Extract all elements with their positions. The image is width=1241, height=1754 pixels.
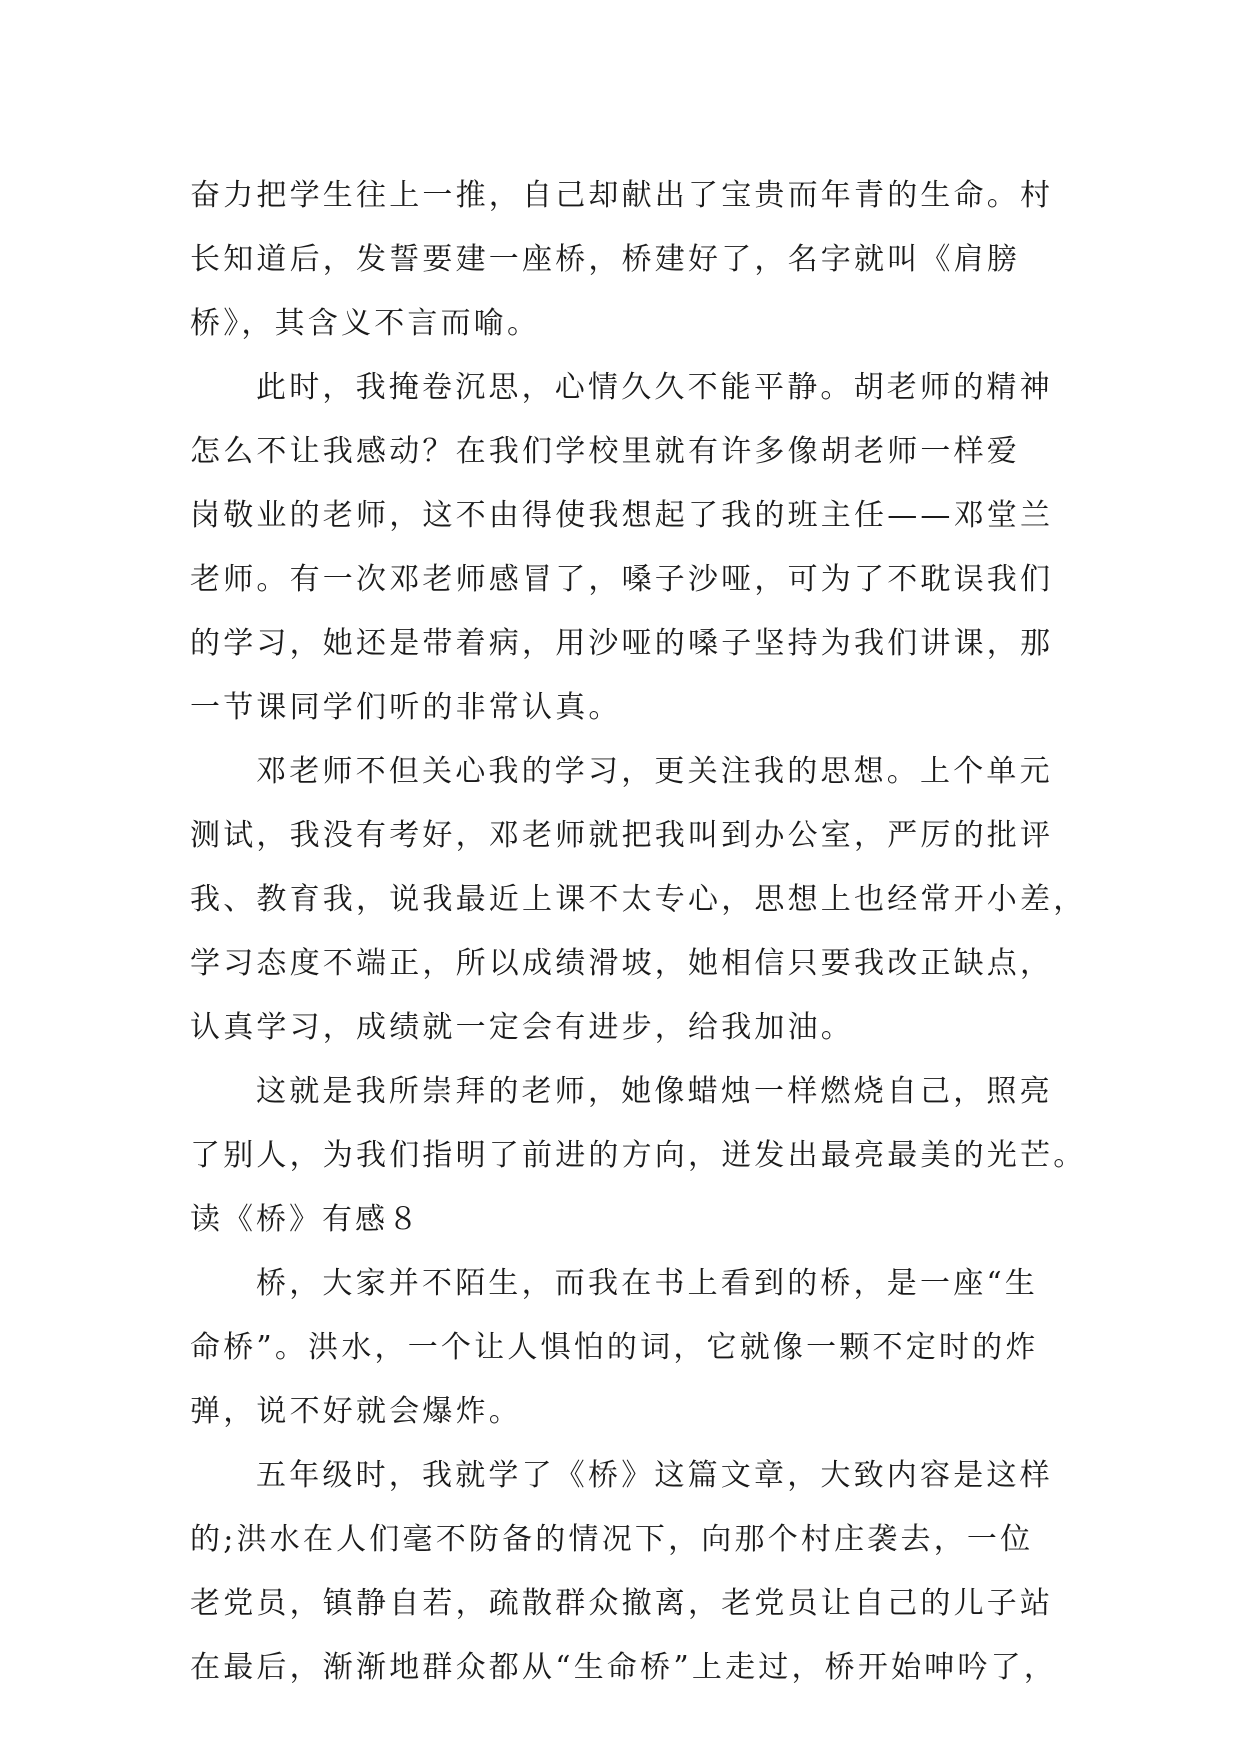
body-line: 的;洪水在人们毫不防备的情况下，向那个村庄袭去，一位 <box>190 1522 1034 1557</box>
body-line: 桥》，其含义不言而喻。 <box>190 306 541 341</box>
body-line: 怎么不让我感动？在我们学校里就有许多像胡老师一样爱 <box>190 434 1020 469</box>
paragraph-first-line: 邓老师不但关心我的学习，更关注我的思想。上个单元 <box>256 754 1053 789</box>
section-heading: 读《桥》有感８ <box>190 1202 421 1237</box>
body-line: 学习态度不端正，所以成绩滑坡，她相信只要我改正缺点， <box>190 946 1054 981</box>
body-line: 测试，我没有考好，邓老师就把我叫到办公室，严厉的批评 <box>190 818 1054 853</box>
paragraph-first-line: 桥，大家并不陌生，而我在书上看到的桥，是一座“生 <box>256 1266 1039 1301</box>
body-line: 老党员，镇静自若，疏散群众撤离，老党员让自己的儿子站 <box>190 1586 1054 1621</box>
body-line: 的学习，她还是带着病，用沙哑的嗓子坚持为我们讲课，那 <box>190 626 1054 661</box>
paragraph-first-line: 五年级时，我就学了《桥》这篇文章，大致内容是这样 <box>256 1458 1053 1493</box>
body-line: 我、教育我，说我最近上课不太专心，思想上也经常开小差， <box>190 882 1087 917</box>
body-line: 奋力把学生往上一推，自己却献出了宝贵而年青的生命。村 <box>190 178 1054 213</box>
body-line: 岗敬业的老师，这不由得使我想起了我的班主任——邓堂兰 <box>190 498 1054 533</box>
body-line: 长知道后，发誓要建一座桥，桥建好了，名字就叫《肩膀 <box>190 242 1020 277</box>
paragraph-first-line: 此时，我掩卷沉思，心情久久不能平静。胡老师的精神 <box>256 370 1053 405</box>
body-line: 了别人，为我们指明了前进的方向，迸发出最亮最美的光芒。 <box>190 1138 1087 1173</box>
body-line: 在最后，渐渐地群众都从“生命桥”上走过，桥开始呻吟了， <box>190 1650 1058 1685</box>
essay-body <box>190 164 1087 1700</box>
body-line: 弹，说不好就会爆炸。 <box>190 1394 522 1429</box>
paragraph-first-line: 这就是我所崇拜的老师，她像蜡烛一样燃烧自己，照亮 <box>256 1074 1053 1109</box>
body-line: 老师。有一次邓老师感冒了，嗓子沙哑，可为了不耽误我们 <box>190 562 1054 597</box>
body-line: 命桥”。洪水，一个让人惧怕的词，它就像一颗不定时的炸 <box>190 1330 1039 1365</box>
body-line: 一节课同学们听的非常认真。 <box>190 690 622 725</box>
body-line: 认真学习，成绩就一定会有进步，给我加油。 <box>190 1010 854 1045</box>
